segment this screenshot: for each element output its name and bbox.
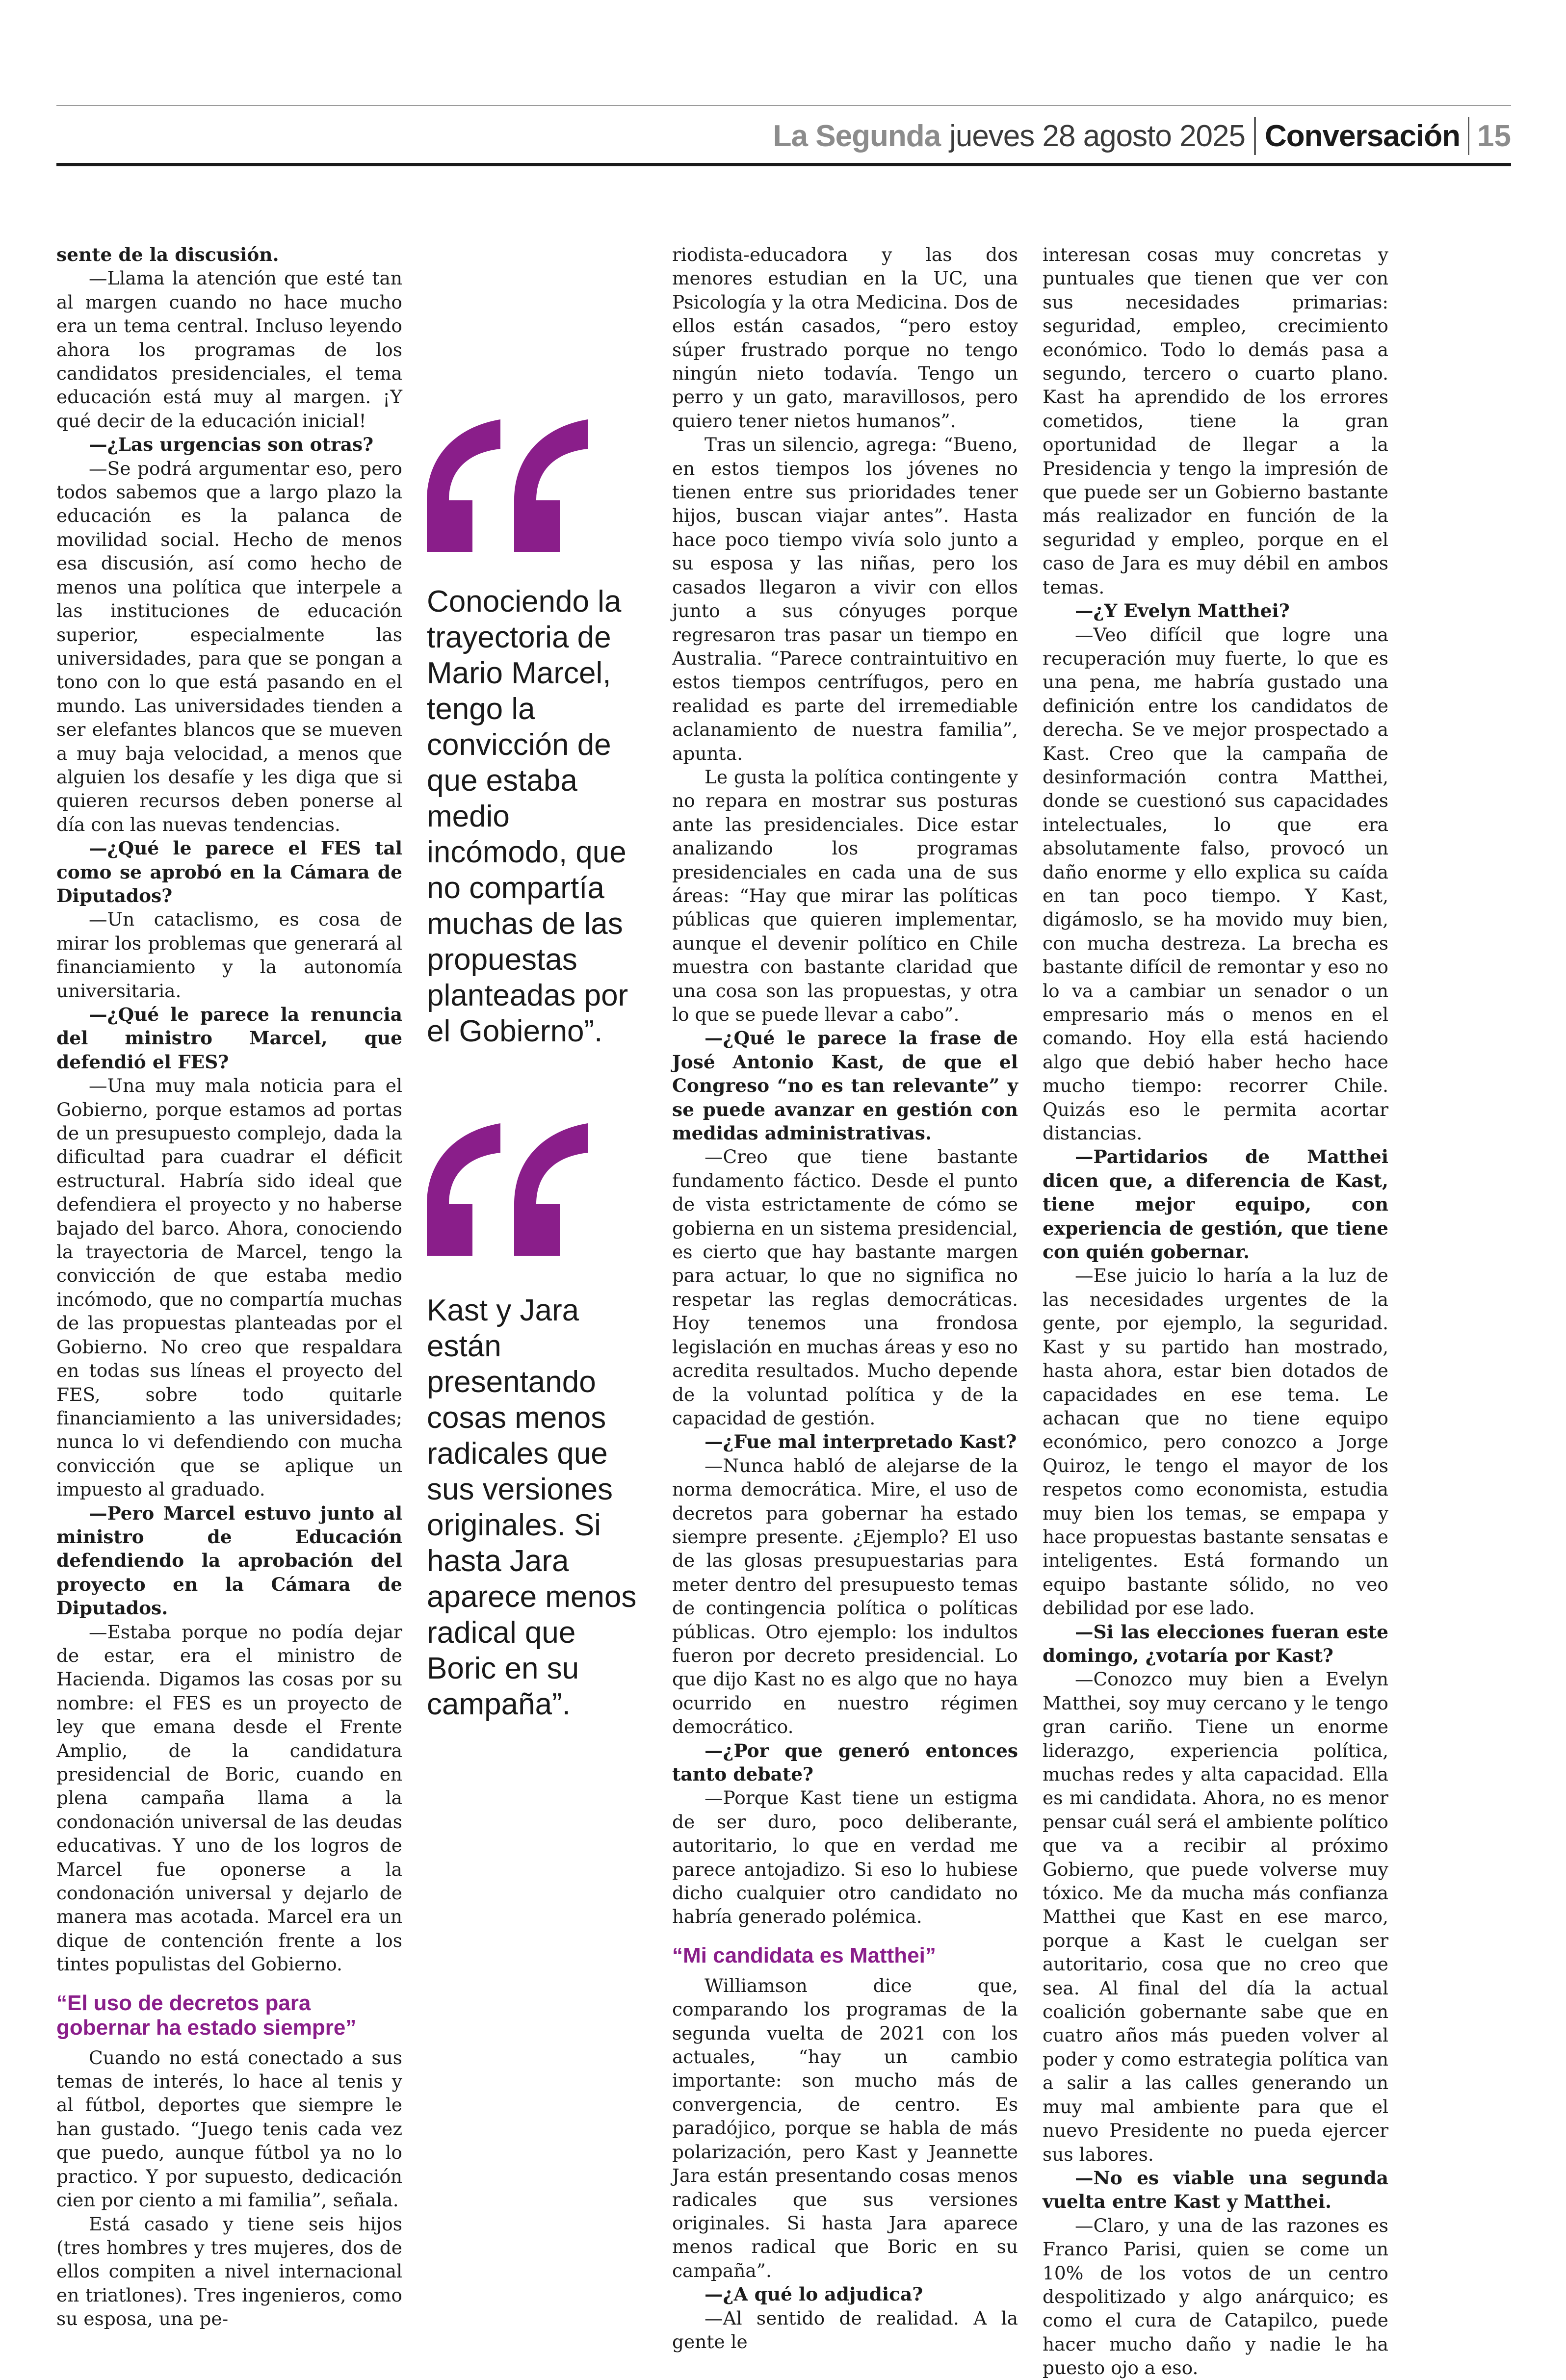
quote-mark-icon [427,417,648,554]
paragraph: riodista-educadora y las dos menores estudian en la UC, una Psicología y la otra Medicina. Dos de ellos están casados, “pero estoy súper frustrado porque no tengo ningún nieto todavía. Tengo un perro y un gato, maravillosos, pero quiero tener nietos humanos”. [672,244,1018,432]
interview-question: —Si las elecciones fueran este domingo, ¿votaría por Kast? [1043,1621,1388,1666]
article-column-1 [56,243,402,2331]
paragraph: —Al sentido de realidad. A la gente le [672,2307,1018,2353]
paragraph: Williamson dice que, comparando los programas de la segunda vuelta de 2021 con los actuales, “hay un cambio importante: son mucho más de convergencia, de centro. Es paradójico, porque se habla de más polarización, pero Kast y Jeannette Jara están presentando cosas menos radicales que sus versiones originales. Si hasta Jara aparece menos radical que Boric en su campaña”. [672,1974,1018,2281]
interview-question: —¿Por que generó entonces tanto debate? [672,1739,1018,1785]
quote-mark-icon [427,1121,648,1258]
interview-question: —¿Y Evelyn Matthei? [1075,600,1290,622]
interview-question: —¿Las urgencias son otras? [89,434,374,456]
interview-question: —Partidarios de Matthei dicen que, a diferencia de Kast, tiene mejor equipo, con experiencia de gestión, que tiene con quién gobernar. [1043,1146,1388,1263]
article-column-4 [1043,243,1388,2380]
interview-question: —No es viable una segunda vuelta entre Kast y Matthei. [1043,2167,1388,2213]
article-column-3 [672,243,1018,2354]
interview-question: —¿Qué le parece la renuncia del ministro Marcel, que defendió el FES? [56,1004,402,1073]
newspaper-name: La Segunda [773,119,941,153]
paragraph: —Nunca habló de alejarse de la norma democrática. Mire, el uso de decretos para gobernar ha estado siempre presente. ¿Ejemplo? El uso de las glosas presupuestarias para meter dentro del presupuesto temas de contingencia política o políticas públicas. Otro ejemplo: los indultos fueron por decreto presidencial. Lo que dijo Kast no es algo que no haya ocurrido en nuestro régimen democrático. [672,1454,1018,1738]
page-header [56,105,1511,166]
pull-quote-text: Conociendo la trayectoria de Mario Marcel, tengo la convicción de que estaba medio incómodo, que no compartía muchas de las propuestas planteadas por el Gobierno”. [427,585,628,1048]
paragraph: —Una muy mala noticia para el Gobierno, porque estamos ad portas de un presupuesto complejo, dada la dificultad para cuadrar el déficit estructural. Habría sido ideal que defendiera el proyecto y no haberse bajado del barco. Ahora, conociendo la trayectoria de Marcel, tengo la convicción de que estaba medio incómodo, que no compartía muchas de las propuestas planteadas por el Gobierno. No creo que respaldara en todas sus líneas el proyecto del FES, sobre todo quitarle financiamiento a las universidades; nunca lo vi defendiendo con mucha convicción que se aplique un impuesto al graduado. [56,1075,402,1500]
paragraph: —Llama la atención que esté tan al margen cuando no hace mucho era un tema central. Incluso leyendo ahora los programas de los candidatos presidenciales, el tema educación está muy al margen. ¡Y qué decir de la educación inicial! [56,267,402,432]
section-name: Conversación [1265,119,1461,153]
pull-quote-text: Kast y Jara están presentando cosas menos radicales que sus versiones originales. Si hasta Jara aparece menos radical que Boric en su campaña”. [427,1293,637,1721]
paragraph: Cuando no está conectado a sus temas de interés, lo hace al tenis y al fútbol, deportes que siempre le han gustado. “Juego tenis cada vez que puedo, aunque fútbol ya no lo practico. Y por supuesto, dedicación cien por ciento a mi familia”, señala. [56,2046,402,2211]
page-number: 15 [1477,119,1511,153]
interview-question: —¿A qué lo adjudica? [705,2283,923,2305]
header-row [773,114,1511,158]
interview-question: sente de la discusión. [56,244,279,265]
subheading: “Mi candidata es Matthei” [672,1943,936,1967]
paragraph: —Ese juicio lo haría a la luz de las necesidades urgentes de la gente, por ejemplo, la seguridad. Kast y su partido han mostrado, hasta ahora, estar bien dotados de capacidades en ese tema. Le achacan que no tiene equipo económico, pero conozco a Jorge Quiroz, le tengo el mayor de los respetos como economista, estudia muy bien los temas, se empapa y hace propuestas bastante sensatas e inteligentes. Está formando un equipo bastante sólido, no veo debilidad por ese lado. [1043,1265,1388,1619]
paragraph: —Conozco muy bien a Evelyn Matthei, soy muy cercano y le tengo gran cariño. Tiene un enorme liderazgo, experiencia política, muchas redes y alta capacidad. Ella es mi candidata. Ahora, no es menor pensar cuál será el ambiente político que va a recibir al próximo Gobierno, que puede volverse muy tóxico. Me da mucha más confianza Matthei que Kast en ese marco, porque a Kast le cuelgan ser autoritario, cosa que no creo que sea. Al final del día la actual coalición gobernante sabe que en cuatro años más pueden volver al poder y como estrategia política van a salir a las calles generando un muy mal ambiente para que el nuevo Presidente no pueda ejercer sus labores. [1043,1668,1388,2165]
quote-glyph [427,1121,500,1258]
header-top-line [56,105,1511,106]
paragraph: Le gusta la política contingente y no repara en mostrar sus posturas ante las presidenciales. Dice estar analizando los programas presidenciales en cada una de sus áreas: “Hay que mirar las políticas públicas que quieren implementar, aunque el devenir político en Chile muestra con bastante claridad que una cosa son las propuestas, y otra lo que se puede llevar a cabo”. [672,766,1018,1025]
header-divider [1468,117,1469,155]
paragraph: Está casado y tiene seis hijos (tres hombres y tres mujeres, dos de ellos compiten a nivel internacional en triatlones). Tres ingenieros, como su esposa, una pe- [56,2213,402,2330]
header-divider [1254,117,1256,155]
quote-glyph [514,1121,588,1258]
header-rule [56,163,1511,166]
publication-date: jueves 28 agosto 2025 [949,119,1245,153]
interview-question: —¿Qué le parece el FES tal como se aprobó en la Cámara de Diputados? [56,837,402,906]
interview-question: —¿Fue mal interpretado Kast? [705,1431,1017,1453]
paragraph: interesan cosas muy concretas y puntuales que tienen que ver con sus necesidades primarias: seguridad, empleo, crecimiento económico. Todo lo demás pasa a segundo, tercero o cuarto plano. Kast ha aprendido de los errores cometidos, tiene la gran oportunidad de llegar a la Presidencia y tengo la impresión de que puede ser un Gobierno bastante más realizador en función de la seguridad y empleo, porque en el caso de Jara es muy débil en ambos temas. [1043,244,1388,598]
quote-glyph [427,417,500,554]
paragraph: —Se podrá argumentar eso, pero todos sabemos que a largo plazo la educación es la palanca de movilidad social. Hecho de menos esa discusión, así como hecho de menos una política que interpele a las instituciones de educación superior, especialmente las universidades, para que se pongan a tono con lo que está pasando en el mundo. Las universidades tienden a ser elefantes blancos que se mueven a muy baja velocidad, a menos que alguien los desafíe y les diga que si quieren recursos deben ponerse al día con las nuevas tendencias. [56,457,402,835]
paragraph: —Creo que tiene bastante fundamento fáctico. Desde el punto de vista estrictamente de cómo se gobierna en un sistema presidencial, es cierto que hay bastante margen para actuar, lo que no significa no respetar las reglas democráticas. Hoy tenemos una frondosa legislación en muchas áreas y eso no acredita resultados. Mucho depende de la voluntad política y de la capacidad de gestión. [672,1146,1018,1429]
paragraph: —Claro, y una de las razones es Franco Parisi, quien se come un 10% de los votos de un centro despolitizado y algo anárquico; es como el cura de Catapilco, puede hacer mucho daño y nadie le ha puesto ojo a eso. [1043,2214,1388,2379]
interview-question: —Pero Marcel estuvo junto al ministro de Educación defendiendo la aprobación del proyecto en la Cámara de Diputados. [56,1502,402,1619]
paragraph: —Porque Kast tiene un estigma de ser duro, poco deliberante, autoritario, lo que en verdad me parece antojadizo. Si eso lo hubiese dicho cualquier otro candidato no habría generado polémica. [672,1787,1018,1928]
interview-question: —¿Qué le parece la frase de José Antonio Kast, de que el Congreso “no es tan relevante” y se puede avanzar en gestión con medidas administrativas. [672,1027,1018,1144]
paragraph: —Estaba porque no podía dejar de estar, era el ministro de Hacienda. Digamos las cosas por su nombre: el FES es un proyecto de ley que emana desde el Frente Amplio, de la candidatura presidencial de Boric, cuando en plena campaña llama a la condonación universal de las deudas educativas. Y uno de los logros de Marcel fue oponerse a la condonación universal y dejarlo de manera mas acotada. Marcel era un dique de contención frente a los tintes populistas del Gobierno. [56,1621,402,1975]
pull-quote-2 [427,1121,648,1722]
pull-quote-1 [427,417,648,1049]
paragraph: —Un cataclismo, es cosa de mirar los problemas que generará al financiamiento y la autonomía universitaria. [56,908,402,1002]
quote-glyph [514,417,588,554]
subheading: “El uso de decretos para gobernar ha estado siempre” [56,1991,357,2040]
paragraph: —Veo difícil que logre una recuperación muy fuerte, lo que es una pena, me habría gustado una definición entre los candidatos de derecha. Se ve mejor prospectado a Kast. Creo que la campaña de desinformación contra Matthei, donde se cuestionó sus capacidades intelectuales, lo que era absolutamente falso, provocó un daño enorme y ello explica su caída en tan poco tiempo. Y Kast, digámoslo, se ha movido muy bien, con mucha destreza. La brecha es bastante difícil de remontar y eso no lo va a cambiar un senador o un empresario más o menos en el comando. Hoy ella está haciendo algo que debió haber hecho hace mucho tiempo: recorrer Chile. Quizás eso le permita acortar distancias. [1043,623,1388,1144]
paragraph: Tras un silencio, agrega: “Bueno, en estos tiempos los jóvenes no tienen entre sus prioridades tener hijos, buscan viajar antes”. Hasta hace poco tiempo vivía solo junto a su esposa y las niñas, pero los casados llegaron a vivir con ellos junto a sus cónyuges porque regresaron tras pasar un tiempo en Australia. “Parece contraintuitivo en estos tiempos centrífugos, pero en realidad es parte del irremediable aclanamiento de nuestra familia”, apunta. [672,434,1018,764]
